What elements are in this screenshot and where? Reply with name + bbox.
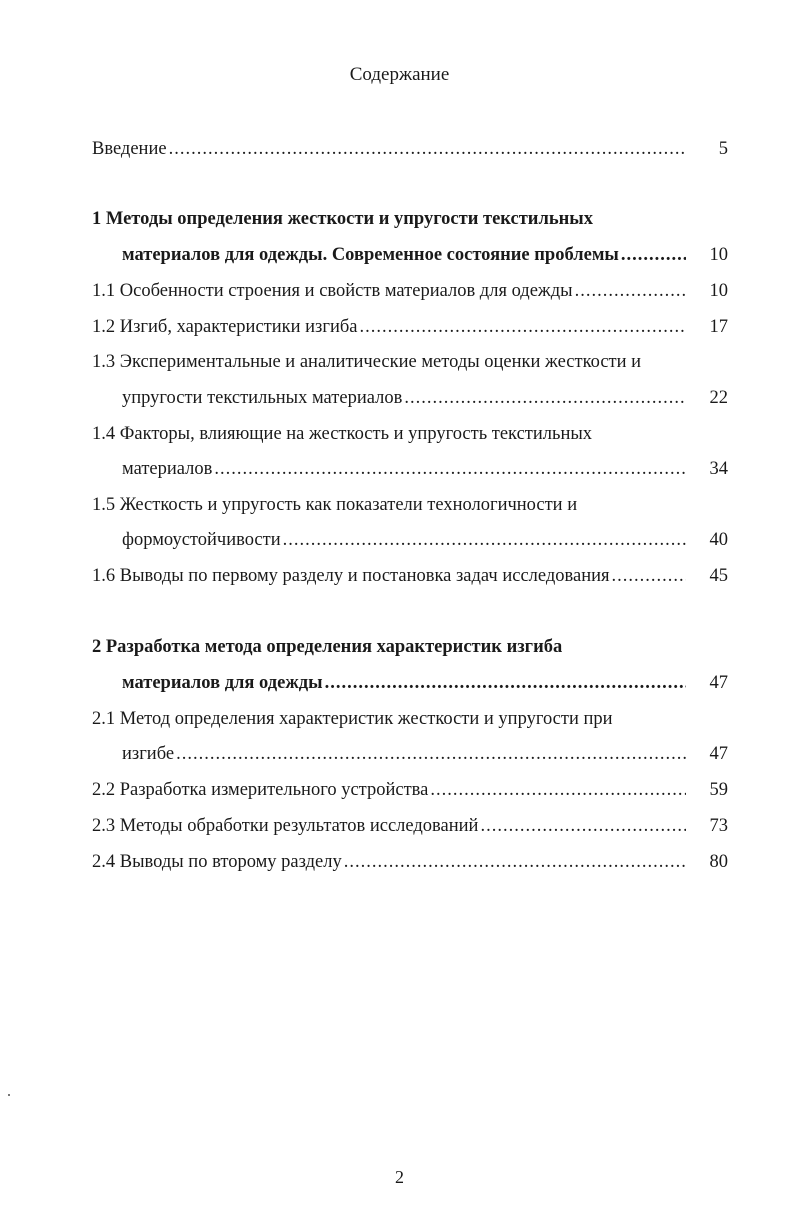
- toc-entry-label: 1.4 Факторы, влияющие на жесткость и упругость текстильных: [92, 424, 593, 444]
- toc-leader-dots: [612, 563, 686, 589]
- toc-leader-dots: [169, 136, 686, 162]
- toc-entry-1-6[interactable]: [92, 563, 728, 589]
- toc-entry-2-1[interactable]: [122, 741, 728, 767]
- toc-entry-label: Введение: [92, 139, 167, 159]
- toc-leader-dots: [344, 849, 686, 875]
- toc-leader-dots: [621, 242, 686, 268]
- toc-entry-2-2[interactable]: [92, 777, 728, 803]
- toc-section-2[interactable]: [122, 670, 728, 696]
- toc-entry-1-2[interactable]: [92, 314, 728, 340]
- toc-leader-dots: [176, 741, 686, 767]
- toc-page-number: 17: [709, 317, 728, 337]
- toc-entry-label: изгибе: [122, 744, 175, 764]
- toc-page-number: 45: [709, 566, 728, 586]
- toc-entry-1-5-line1[interactable]: [92, 492, 728, 518]
- toc-entry-1-5[interactable]: [122, 527, 728, 553]
- toc-section-1[interactable]: [122, 242, 728, 268]
- toc-entry-label: 2.4 Выводы по второму разделу: [92, 852, 342, 872]
- toc-entry-2-1-line1[interactable]: [92, 706, 728, 732]
- toc-entry-label: упругости текстильных материалов: [122, 388, 403, 408]
- scan-speck: [8, 1094, 10, 1096]
- toc-entry-label: 1.3 Экспериментальные и аналитические методы оценки жесткости и: [92, 352, 642, 372]
- toc-page-number: 59: [709, 780, 728, 800]
- toc-section-1-heading[interactable]: [92, 206, 728, 232]
- toc-page-number: 40: [709, 530, 728, 550]
- toc-leader-dots: [480, 813, 686, 839]
- toc-entry-1-1[interactable]: [92, 278, 728, 304]
- toc-entry-label: материалов для одежды: [122, 673, 323, 693]
- toc-entry-label: 1.5 Жесткость и упругость как показатели технологичности и: [92, 495, 578, 515]
- toc-leader-dots: [359, 314, 686, 340]
- toc-entry-introduction[interactable]: [92, 136, 728, 162]
- toc-leader-dots: [214, 456, 686, 482]
- toc-entry-1-4-line1[interactable]: [92, 421, 728, 447]
- toc-page-number: 73: [709, 816, 728, 836]
- page-title: Содержание: [349, 64, 450, 85]
- toc-entry-1-4[interactable]: [122, 456, 728, 482]
- toc-entry-label: 1.1 Особенности строения и свойств материалов для одежды: [92, 281, 573, 301]
- toc-section-2-heading[interactable]: [92, 634, 728, 660]
- toc-entry-label: материалов: [122, 459, 213, 479]
- toc-entry-2-4[interactable]: [92, 849, 728, 875]
- toc-entry-label: 2.3 Методы обработки результатов исследований: [92, 816, 479, 836]
- toc-entry-label: формоустойчивости: [122, 530, 281, 550]
- toc-page-number: 47: [709, 673, 728, 693]
- toc-entry-label: 1.2 Изгиб, характеристики изгиба: [92, 317, 358, 337]
- toc-entry-label: 2.2 Разработка измерительного устройства: [92, 780, 429, 800]
- toc-leader-dots: [575, 278, 686, 304]
- toc-entry-1-3[interactable]: [122, 385, 728, 411]
- toc-page-number: 22: [709, 388, 728, 408]
- toc-entry-label: 1 Методы определения жесткости и упругости текстильных: [92, 209, 593, 229]
- toc-page-number: 47: [709, 744, 728, 764]
- toc-leader-dots: [325, 670, 686, 696]
- toc-page-number: 10: [709, 281, 728, 301]
- toc-page-number: 10: [709, 245, 728, 265]
- page-number: 2: [395, 1167, 404, 1187]
- toc-entry-1-3-line1[interactable]: [92, 349, 728, 375]
- toc-leader-dots: [283, 527, 686, 553]
- toc-entry-label: материалов для одежды. Современное состояние проблемы: [122, 245, 619, 265]
- toc-entry-label: 1.6 Выводы по первому разделу и постановка задач исследования: [92, 566, 610, 586]
- toc-entry-label: 2 Разработка метода определения характеристик изгиба: [92, 637, 563, 657]
- toc-entry-label: 2.1 Метод определения характеристик жесткости и упругости при: [92, 709, 613, 729]
- toc-page-number: 5: [718, 139, 728, 159]
- toc-page-number: 80: [709, 852, 728, 872]
- toc-leader-dots: [404, 385, 686, 411]
- toc-page-number: 34: [709, 459, 728, 479]
- toc-entry-2-3[interactable]: [92, 813, 728, 839]
- toc-leader-dots: [430, 777, 686, 803]
